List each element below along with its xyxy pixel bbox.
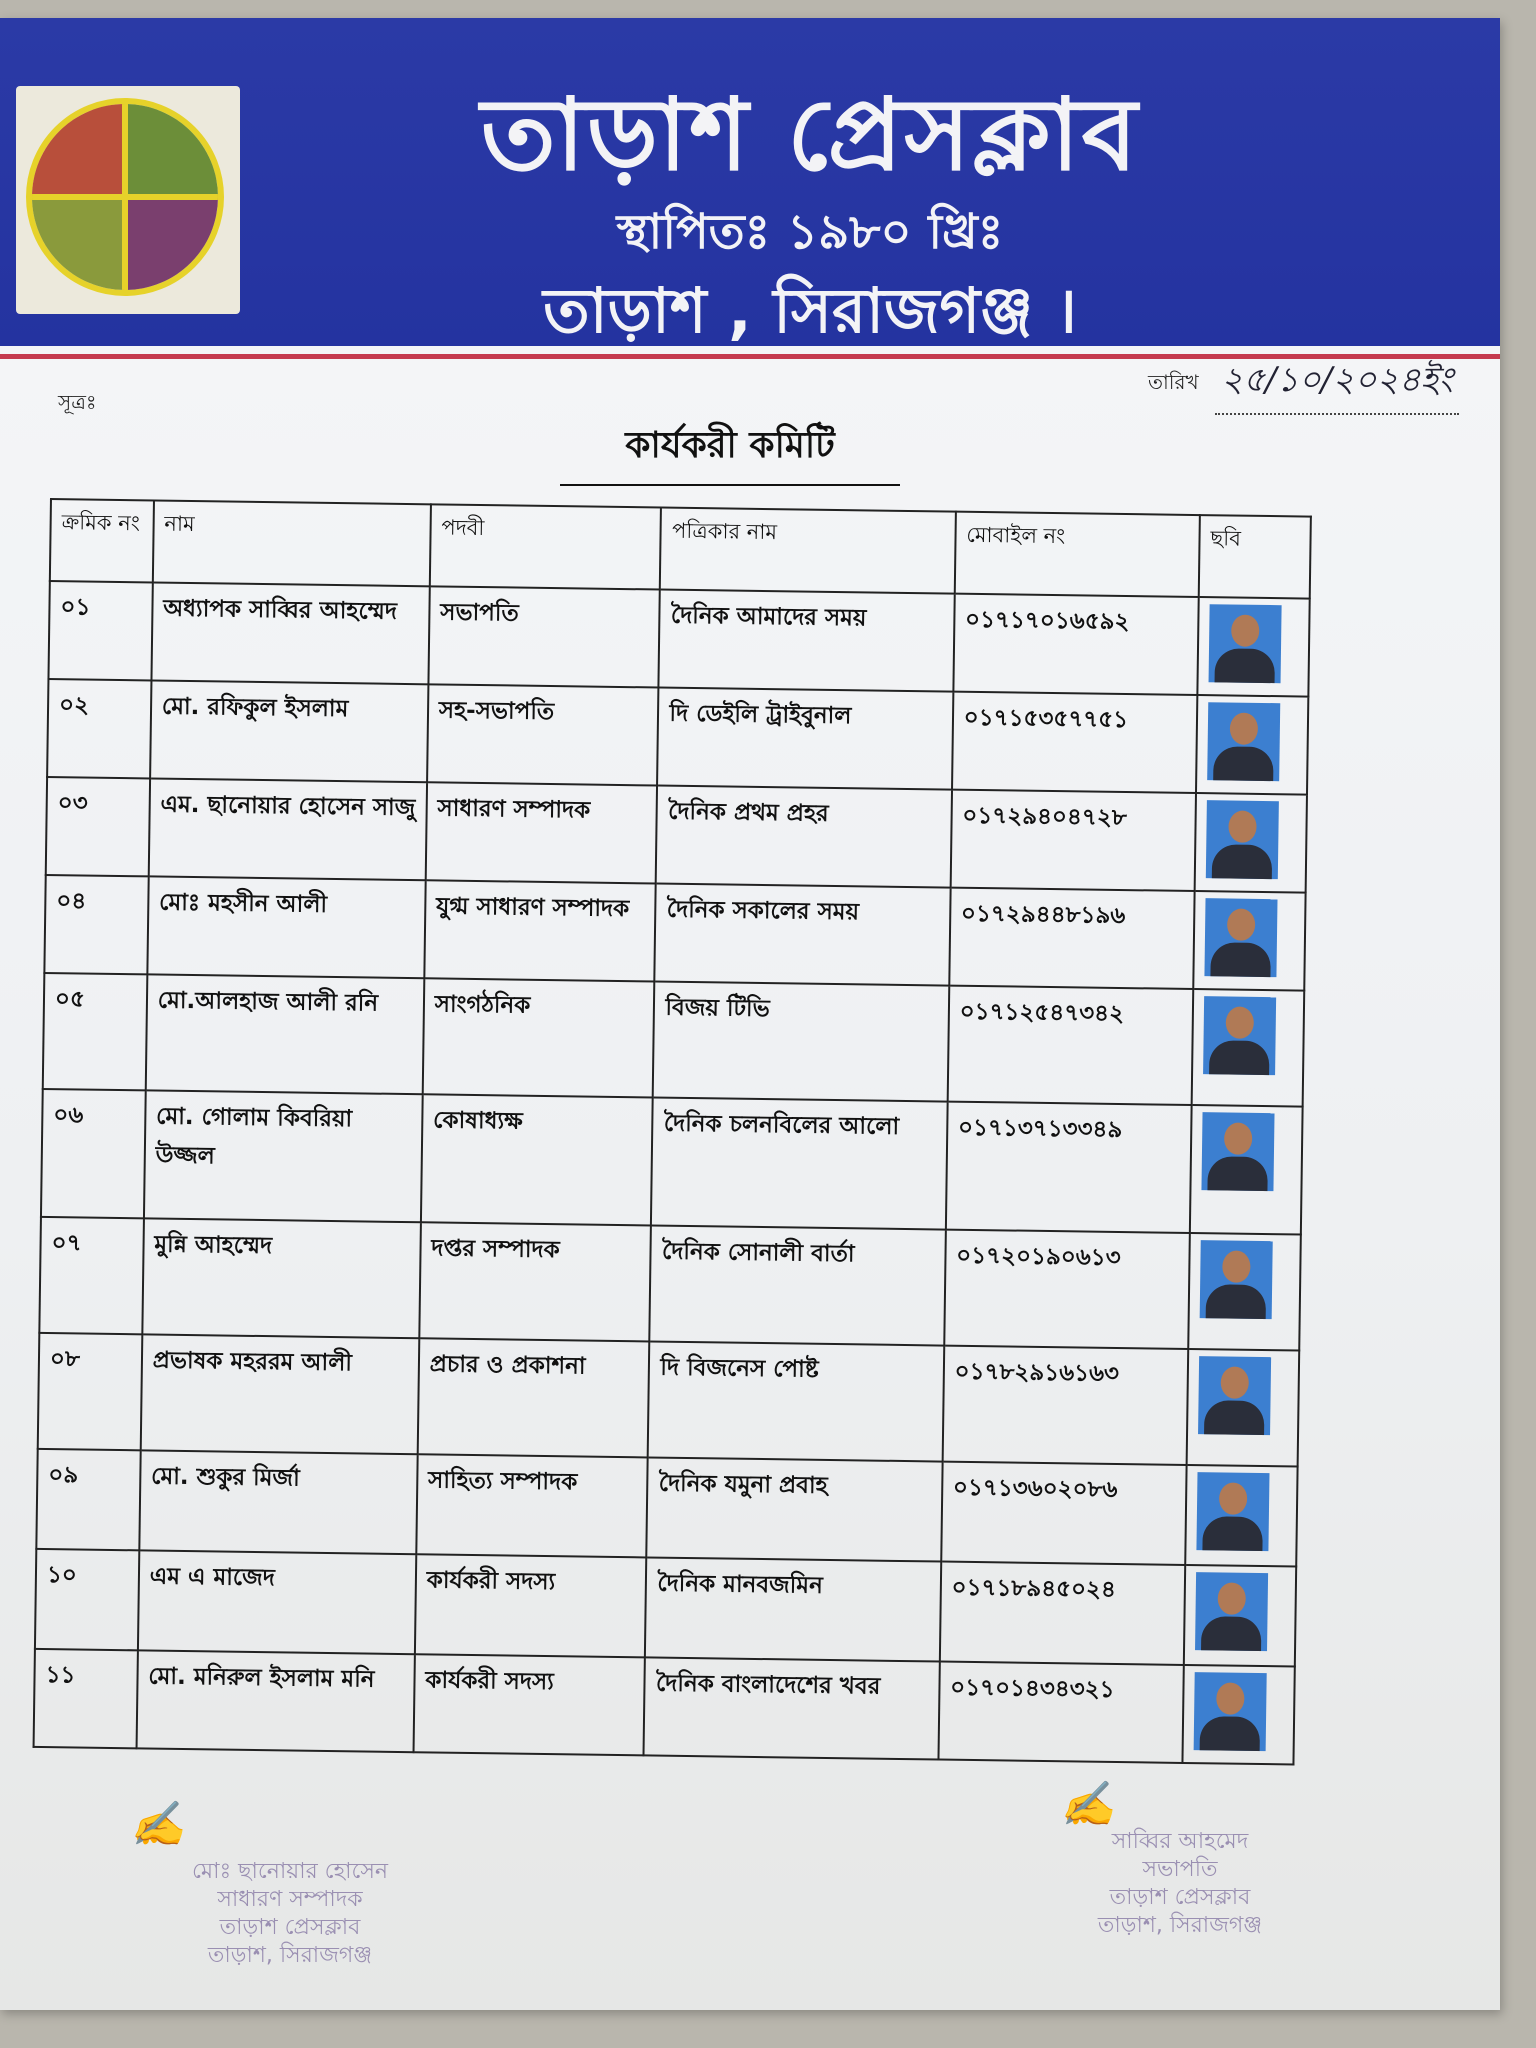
photo-cell	[1185, 1465, 1297, 1567]
column-header-photo: ছবি	[1199, 515, 1311, 599]
address-line: তাড়াশ , সিরাজগঞ্জ ।	[543, 274, 1077, 347]
mobile-cell: ০১৭১২৫৪৭৩৪২	[947, 986, 1193, 1105]
designation-cell: কোষাধ্যক্ষ	[421, 1094, 653, 1225]
document-heading: কার্যকরী কমিটি	[560, 418, 900, 486]
date-label: তারিখ	[1148, 370, 1199, 394]
name-cell: মো. গোলাম কিবরিয়া উজ্জল	[144, 1090, 423, 1222]
seal-place: তাড়াশ, সিরাজগঞ্জ	[207, 1943, 373, 1968]
mobile-cell: ০১৭০১৪৩৪৩২১	[938, 1662, 1183, 1763]
newspaper-cell: বিজয় টিভি	[653, 981, 949, 1101]
name-cell: মোঃ মহসীন আলী	[147, 876, 425, 978]
name-cell: অধ্যাপক সাব্বির আহম্মেদ	[151, 582, 429, 684]
member-photo	[1203, 996, 1276, 1075]
table-row	[36, 1449, 1297, 1567]
designation-cell: সাহিত্য সম্পাদক	[416, 1454, 648, 1557]
newspaper-cell: দৈনিক চলনবিলের আলো	[651, 1097, 947, 1229]
header-banner	[0, 18, 1500, 346]
serial-cell: ০৮	[38, 1333, 142, 1450]
member-photo	[1207, 702, 1280, 781]
newspaper-cell: দৈনিক প্রথম প্রহর	[656, 786, 952, 888]
designation-cell: প্রচার ও প্রকাশনা	[417, 1338, 649, 1457]
table-row	[43, 973, 1304, 1107]
seal-org: তাড়াশ প্রেসক্লাব	[219, 1915, 361, 1940]
newspaper-cell: দৈনিক সকালের সময়	[655, 884, 951, 986]
seal-org: তাড়াশ প্রেসক্লাব	[1109, 1885, 1251, 1910]
serial-cell: ০৭	[39, 1217, 143, 1334]
table-row	[39, 1217, 1300, 1351]
mobile-cell: ০১৭১৫৩৫৭৭৫১	[952, 692, 1197, 793]
seal-name: সাব্বির আহমেদ	[1111, 1829, 1249, 1854]
logo-emblem-icon	[26, 98, 224, 296]
serial-cell: ০৩	[46, 777, 150, 876]
letterhead-page	[0, 18, 1500, 2010]
designation-cell: সহ-সভাপতি	[427, 684, 659, 785]
table-row	[44, 875, 1305, 991]
member-photo	[1198, 1356, 1271, 1435]
photo-cell	[1197, 597, 1309, 697]
club-title: তাড়াশ প্রেসক্লাব	[480, 76, 1140, 193]
column-header-mobile: মোবাইল নং	[955, 512, 1200, 597]
mobile-cell: ০১৭১৩৭১৩৩৪৯	[946, 1102, 1192, 1233]
member-photo	[1204, 898, 1277, 977]
designation-cell: যুগ্ম সাধারণ সম্পাদক	[424, 880, 656, 981]
photo-cell	[1192, 989, 1305, 1107]
date-value: ২৫/১০/২০২৪ইং	[1215, 354, 1459, 415]
mobile-cell: ০১৭১৮৯৪৫০২৪	[940, 1562, 1186, 1665]
newspaper-cell: দি বিজনেস পোষ্ট	[648, 1341, 944, 1461]
member-photo	[1195, 1572, 1268, 1651]
mobile-cell: ০১৭২৯৪৪৮১৯৬	[949, 888, 1194, 989]
established-line: স্থাপিতঃ ১৯৮০ খ্রিঃ	[616, 204, 1004, 260]
column-header-designation: পদবী	[430, 504, 662, 589]
table-row	[48, 581, 1309, 697]
photo-cell	[1193, 891, 1305, 991]
president-signature: ✍	[1060, 1779, 1115, 1830]
member-photo	[1206, 800, 1279, 879]
newspaper-cell: দৈনিক যমুনা প্রবাহ	[647, 1457, 943, 1561]
photo-cell	[1188, 1233, 1301, 1351]
table-row	[47, 679, 1308, 795]
newspaper-cell: দৈনিক আমাদের সময়	[659, 590, 955, 692]
serial-cell: ০৬	[41, 1089, 146, 1218]
member-photo	[1194, 1672, 1267, 1751]
serial-cell: ০২	[47, 679, 151, 778]
designation-cell: সাধারণ সম্পাদক	[425, 782, 657, 883]
table-row	[41, 1089, 1303, 1235]
member-photo	[1196, 1472, 1269, 1551]
president-seal	[1040, 1828, 1320, 1940]
photo-cell	[1187, 1349, 1300, 1467]
serial-cell: ০৪	[44, 875, 148, 974]
table-row	[46, 777, 1307, 893]
seal-designation: সভাপতি	[1142, 1857, 1218, 1882]
name-cell: মো.আলহাজ আলী রনি	[145, 974, 424, 1094]
mobile-cell: ০১৭৮২৯১৬১৬৩	[942, 1346, 1188, 1465]
designation-cell: দপ্তর সম্পাদক	[419, 1222, 651, 1341]
serial-cell: ১১	[34, 1649, 138, 1748]
seal-place: তাড়াশ, সিরাজগঞ্জ	[1097, 1913, 1263, 1938]
name-cell: এম এ মাজেদ	[138, 1550, 416, 1654]
photo-cell	[1196, 695, 1308, 795]
serial-cell: ১০	[35, 1549, 139, 1650]
table-row	[34, 1649, 1295, 1765]
serial-cell: ০১	[48, 581, 152, 680]
serial-cell: ০৯	[36, 1449, 140, 1550]
name-cell: মুন্নি আহম্মেদ	[142, 1218, 421, 1338]
newspaper-cell: দি ডেইলি ট্রাইবুনাল	[658, 688, 954, 790]
seal-designation: সাধারণ সম্পাদক	[217, 1887, 363, 1912]
photo-cell	[1190, 1105, 1303, 1235]
table-row	[35, 1549, 1296, 1667]
name-cell: মো. মনিরুল ইসলাম মনি	[136, 1650, 414, 1752]
member-photo	[1201, 1112, 1274, 1191]
designation-cell: কার্যকরী সদস্য	[415, 1554, 647, 1657]
seal-name: মোঃ ছানোয়ার হোসেন	[191, 1859, 389, 1884]
mobile-cell: ০১৭২৯৪০৪৭২৮	[950, 790, 1195, 891]
table-row	[38, 1333, 1299, 1467]
name-cell: মো. রফিকুল ইসলাম	[150, 680, 428, 782]
newspaper-cell: দৈনিক বাংলাদেশের খবর	[644, 1657, 940, 1759]
photo-cell	[1182, 1665, 1294, 1765]
name-cell: মো. শুকুর মির্জা	[139, 1450, 417, 1554]
general-secretary-signature: ✍	[130, 1799, 185, 1850]
designation-cell: সাংগঠনিক	[423, 978, 655, 1097]
member-photo	[1208, 604, 1281, 683]
name-cell: প্রভাষক মহররম আলী	[140, 1334, 419, 1454]
newspaper-cell: দৈনিক মানবজমিন	[645, 1557, 941, 1661]
mobile-cell: ০১৭২০১৯০৬১৩	[944, 1230, 1190, 1349]
name-cell: এম. ছানোয়ার হোসেন সাজু	[148, 778, 426, 880]
committee-table	[33, 498, 1312, 1765]
member-photo	[1200, 1240, 1273, 1319]
designation-cell: সভাপতি	[428, 586, 660, 687]
photo-cell	[1184, 1565, 1296, 1667]
column-header-serial: ক্রমিক নং	[50, 499, 154, 582]
mobile-cell: ০১৭১৭০১৬৫৯২	[953, 594, 1198, 695]
column-header-name: নাম	[153, 500, 431, 586]
serial-cell: ০৫	[43, 973, 147, 1090]
general-secretary-seal	[150, 1858, 430, 1970]
mobile-cell: ০১৭১৩৬০২০৮৬	[941, 1462, 1187, 1565]
photo-cell	[1195, 793, 1307, 893]
club-logo	[16, 86, 240, 314]
designation-cell: কার্যকরী সদস্য	[413, 1654, 645, 1755]
newspaper-cell: দৈনিক সোনালী বার্তা	[650, 1225, 946, 1345]
reference-label: সূত্রঃ	[58, 390, 97, 414]
column-header-newspaper: পত্রিকার নাম	[660, 508, 955, 594]
